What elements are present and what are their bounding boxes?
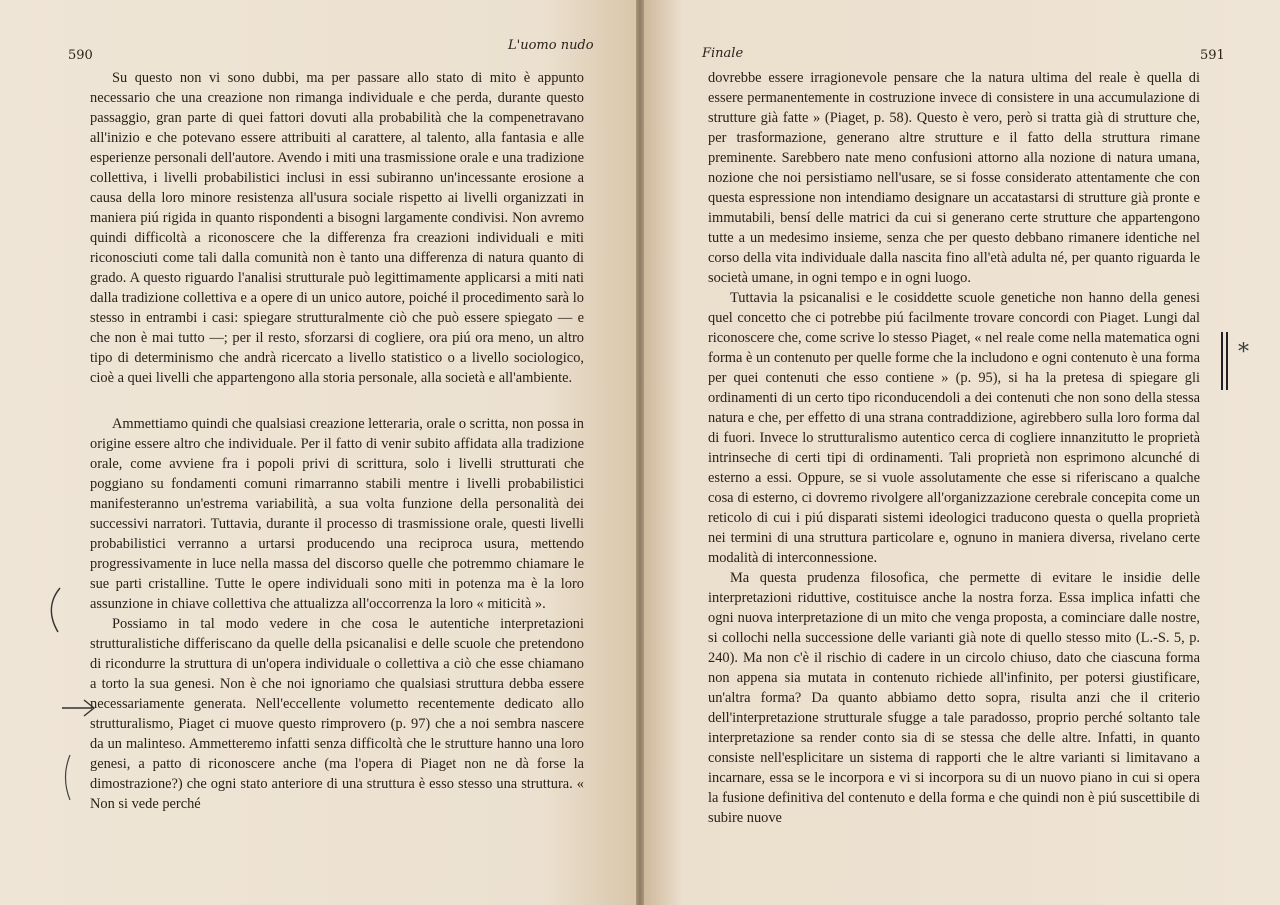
right-paragraph-2: Tuttavia la psicanalisi e le cosiddette scuole genetiche non hanno della genesi quel concetto che ci potrebbe piú facilmente trovare concordi con Piaget. Lungi dal riconoscere che, come scrive lo stesso Piaget, « nel reale come nella matematica ogni forma è un contenuto per quelle forme che la includono e ogni contenuto è una forma per quei contenuti che esso contiene » (p. 95), si ha la pretesa di spiegare gli ordinamenti di un certo tipo riconducendoli a dei contenuti che non sono della stessa natura e che, per effetto di una strana contraddizione, agirebbero sulla loro forma dal di fuori. Invece lo strutturalismo autentico cerca di cogliere innanzitutto le proprietà intrinseche di certi tipi di ordinamenti. Tali proprietà non esprimono alcunché di esterno a essi. Oppure, se si vuole assolutamente che esse si riferiscano a qualche cosa di esterno, ci dovremo rivolgere all'organizzazione cerebrale concepita come un reticolo di cui i piú disparati sistemi ideologici traducono questa o quella proprietà nei termini di una struttura particolare e, ognuno in maniera diversa, rivelano certe modalità di interconnessione. xyxy=(708,290,1200,566)
right-paragraph-3: Ma questa prudenza filosofica, che permette di evitare le insidie delle interpretazioni riduttive, costituisce anche la nostra forza. Essa implica infatti che ogni nuova interpretazione di un mito che venga proposta, a cominciare dalle nostre, si collochi nella successione delle varianti già note di quello stesso mito (L.-S. 5, p. 240). Ma non c'è il rischio di cadere in un circolo chiuso, dato che ciascuna forma non appena sia mutata in contenuto richiede all'infinito, per potersi giustificare, un'altra forma? Da quanto abbiamo detto sopra, risulta anzi che il criterio dell'interpretazione strutturale sfugge a tale paradosso, proprio perché soltanto tale interpretazione sa render conto sia di se stessa che delle altre. Infatti, in quanto consiste nell'esplicitare un sistema di rapporti che le altre varianti si limitavano a incarnare, essa se le incorpora e vi si incorpora su di un nuovo piano in cui si opera la fusione definitiva del contenuto e della forma e che quindi non è piú suscettibile di subire nuove xyxy=(708,570,1200,826)
margin-asterisk: * xyxy=(1238,340,1249,365)
right-running-head: Finale xyxy=(702,46,744,61)
left-paragraph-3: Possiamo in tal modo vedere in che cosa le autentiche interpretazioni strutturalistiche differiscano da quelle della psicanalisi e delle scuole che pretendono di ricondurre la struttura di un'opera individuale o collettiva a ciò che esse chiamano a torto la sua genesi. Non è che noi ignoriamo che qualsiasi struttura debba essere necessariamente generata. Nell'eccellente volumetto recentemente dedicato allo strutturalismo, Piaget ci muove questo rimprovero (p. 97) che a noi sembra nascere da un malinteso. Ammetteremo infatti senza difficoltà che le strutture hanno una loro genesi, a patto di riconoscere anche (ma l'opera di Piaget non ne dà forse la dimostrazione?) che ogni stato anteriore di una struttura è esso stesso una struttura. « Non si vede perché xyxy=(90,616,584,812)
left-page xyxy=(0,0,636,905)
left-page-number: 590 xyxy=(68,48,93,63)
left-paragraph-2: Ammettiamo quindi che qualsiasi creazione letteraria, orale o scritta, non possa in origine essere altro che individuale. Per il fatto di venir subito affidata alla tradizione orale, come avviene fra i popoli privi di scrittura, solo i livelli strutturati che poggiano su fondamenti comuni rimarranno stabili mentre i livelli probabilistici manifesteranno un'estrema variabilità, a sua volta funzione della personalità dei successivi narratori. Tuttavia, durante il processo di trasmissione orale, questi livelli probabilistici verranno a urtarsi producendo una reciproca usura, mettendo progressivamente in luce nella massa del discorso quelle che potremmo chiamare le sue parti cristalline. Tutte le opere individuali sono miti in potenza ma è la loro assunzione in chiave collettiva che attualizza all'occorrenza la loro « miticità ». xyxy=(90,416,584,612)
left-running-head: L'uomo nudo xyxy=(508,38,594,53)
right-page-number: 591 xyxy=(1200,48,1225,63)
left-paragraph-1: Su questo non vi sono dubbi, ma per passare allo stato di mito è appunto necessario che una creazione non rimanga individuale e che perda, durante questo passaggio, gran parte di quei fattori dovuti alla probabilità che la compenetravano all'inizio e che potevano essere attribuiti al carattere, al talento, alla fantasia e alle esperienze personali dell'autore. Avendo i miti una trasmissione orale e una tradizione collettiva, i livelli probabilistici inclusi in essi subiranno un'incessante erosione a causa della loro minore resistenza all'usura sociale rispetto ai livelli organizzati in maniera piú rigida in quanto rispondenti a bisogni largamente condivisi. Non avremo quindi difficoltà a riconoscere che la differenza fra creazioni individuali e miti riconosciuti come tali dalla comunità non è tanto una differenza di natura quanto di grado. A questo riguardo l'analisi strutturale può legittimamente applicarsi a miti nati dalla tradizione collettiva e a opere di un unico autore, poiché il procedimento sarà lo stesso in entrambi i casi: spiegare strutturalmente ciò che può essere spiegato — e che non è mai tutto —; per il resto, sforzarsi di cogliere, ora piú ora meno, un altro tipo di determinismo che andrà ricercato a livello statistico o a livello sociologico, cioè a quei livelli che appartengono alla storia personale, alla società e all'ambiente. xyxy=(90,70,584,386)
pencil-annotations-icon xyxy=(40,580,100,830)
right-page xyxy=(644,0,1280,905)
left-text-block xyxy=(90,68,584,814)
right-paragraph-1: dovrebbe essere irragionevole pensare che la natura ultima del reale è quella di essere permanentemente in costruzione invece di consistere in una accumulazione di strutture già fatte » (Piaget, p. 58). Questo è vero, però si tratta già di strutture che, per trasformazione, generano altre strutture e il fatto della struttura rimane preminente. Sarebbero nate meno confusioni attorno alla nozione di natura umana, nozione che noi persistiamo nell'usare, se si fosse considerato attentamente che con questa espressione non intendiamo designare un accatastarsi di strutture già pronte e immutabili, bensí delle matrici da cui si generano certe strutture che appartengono tutte a un medesimo insieme, senza che per questo debbano rimanere identiche nel corso della vita individuale dalla nascita fino all'età adulta né, per quanto riguarda le società umane, in ogni tempo e in ogni luogo. xyxy=(708,70,1200,286)
right-text-block xyxy=(708,68,1200,828)
